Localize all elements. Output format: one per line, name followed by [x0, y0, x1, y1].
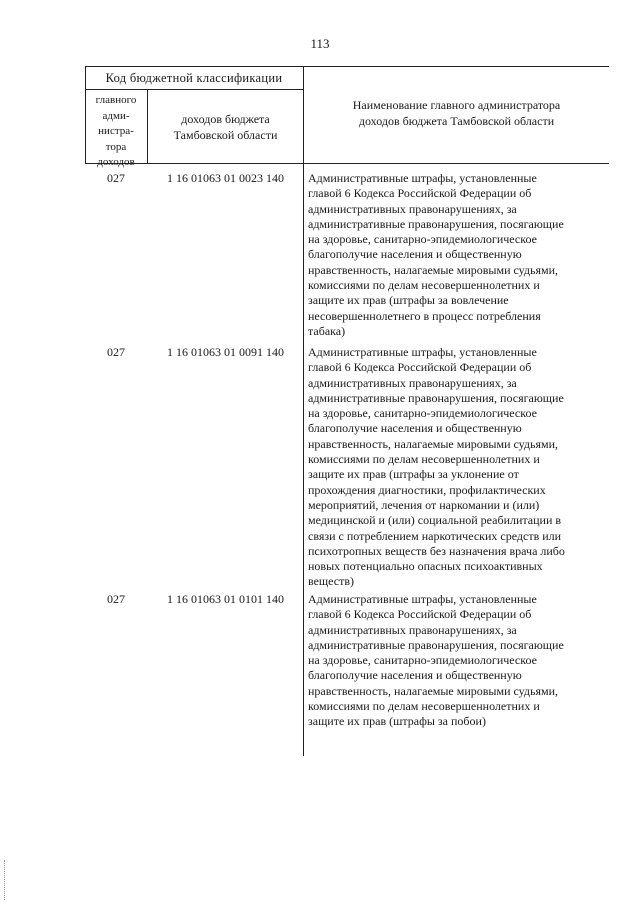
- description-line: административных правонарушениях, за: [308, 622, 517, 637]
- description-line: комиссиями по делам несовершеннолетних и: [308, 278, 540, 293]
- description-line: медицинской и (или) социальной реабилитации в: [308, 513, 562, 528]
- description-line: благополучие населения и общественную: [308, 668, 522, 683]
- description-line: административные правонарушения, посягающие: [308, 390, 564, 405]
- description-line: главой 6 Кодекса Российской Федерации об: [308, 360, 532, 375]
- description-line: благополучие населения и общественную: [308, 247, 522, 262]
- header-admin-code-line: нистра-: [98, 125, 134, 138]
- header-administrator-name-line: доходов бюджета Тамбовской области: [358, 114, 555, 128]
- description-line: нравственность, налагаемые мировыми судьями,: [308, 683, 559, 698]
- description-line: на здоровье, санитарно-эпидемиологическое: [308, 232, 537, 247]
- description-line: защите их прав (штрафы за побои): [308, 714, 486, 729]
- description-line: административные правонарушения, посягающие: [308, 637, 564, 652]
- row-3-description: [308, 592, 604, 730]
- description-line: главой 6 Кодекса Российской Федерации об: [308, 607, 532, 622]
- description-line: защите их прав (штрафы за вовлечение: [308, 293, 509, 308]
- description-line: административные правонарушения, посягающие: [308, 216, 564, 231]
- header-revenue-code: [148, 111, 303, 143]
- row-3-admin-code: 027: [107, 592, 125, 606]
- description-line: несовершеннолетнего в процесс потребления: [308, 308, 541, 323]
- description-line: нравственность, налагаемые мировыми судьями,: [308, 262, 559, 277]
- description-line: административных правонарушениях, за: [308, 201, 517, 216]
- header-revenue-code-line: доходов бюджета: [181, 112, 270, 126]
- description-line: комиссиями по делам несовершеннолетних и: [308, 452, 540, 467]
- description-line: новых потенциально опасных психоактивных: [308, 559, 543, 574]
- header-revenue-code-line: Тамбовской области: [173, 128, 278, 142]
- row-1-kbk: 1 16 01063 01 0023 140: [167, 171, 284, 185]
- description-line: главой 6 Кодекса Российской Федерации об: [308, 186, 532, 201]
- description-line: на здоровье, санитарно-эпидемиологическое: [308, 653, 537, 668]
- description-line: защите их прав (штрафы за уклонение от: [308, 467, 519, 482]
- page-number: 113: [310, 36, 330, 51]
- description-line: комиссиями по делам несовершеннолетних и: [308, 699, 540, 714]
- group-header-underline: [85, 89, 304, 90]
- header-admin-code-line: доходов: [97, 156, 135, 169]
- description-line: мероприятий, лечения от наркомании и (или): [308, 497, 540, 512]
- header-administrator-name-line: Наименование главного администратора: [352, 98, 561, 112]
- description-line: благополучие населения и общественную: [308, 421, 522, 436]
- description-line: веществ): [308, 574, 355, 589]
- row-2-admin-code: 027: [107, 345, 125, 359]
- description-line: нравственность, налагаемые мировыми судьями,: [308, 436, 559, 451]
- group-header-title: Код бюджетной классификации: [105, 71, 283, 85]
- header-administrator-name: [304, 97, 609, 129]
- scan-edge-mark: [4, 860, 8, 900]
- header-admin-code-line: главного: [95, 94, 137, 106]
- description-line: связи с потреблением наркотических средств или: [308, 528, 562, 543]
- row-1-admin-code: 027: [107, 171, 125, 185]
- description-line: табака): [308, 323, 346, 338]
- description-line: Административные штрафы, установленные: [308, 592, 537, 606]
- description-line: на здоровье, санитарно-эпидемиологическое: [308, 406, 537, 421]
- row-3-kbk: 1 16 01063 01 0101 140: [167, 592, 284, 606]
- row-2-description: [308, 345, 604, 590]
- header-admin-code-line: тора: [105, 140, 127, 153]
- description-line: прохождения диагностики, профилактических: [308, 482, 546, 497]
- header-bottom-border: [85, 163, 609, 164]
- description-line: психотропных веществ без назначения врача либо: [308, 543, 565, 558]
- description-line: Административные штрафы, установленные: [308, 345, 537, 359]
- header-admin-code: [85, 93, 147, 171]
- description-line: Административные штрафы, установленные: [308, 171, 537, 185]
- row-2-kbk: 1 16 01063 01 0091 140: [167, 345, 284, 359]
- row-1-description: [308, 171, 604, 339]
- description-line: административных правонарушениях, за: [308, 375, 517, 390]
- table-top-border: [85, 66, 609, 67]
- budget-classification-table: [85, 66, 609, 756]
- table-column-divider-main: [303, 66, 304, 756]
- header-admin-code-line: адми-: [102, 109, 130, 122]
